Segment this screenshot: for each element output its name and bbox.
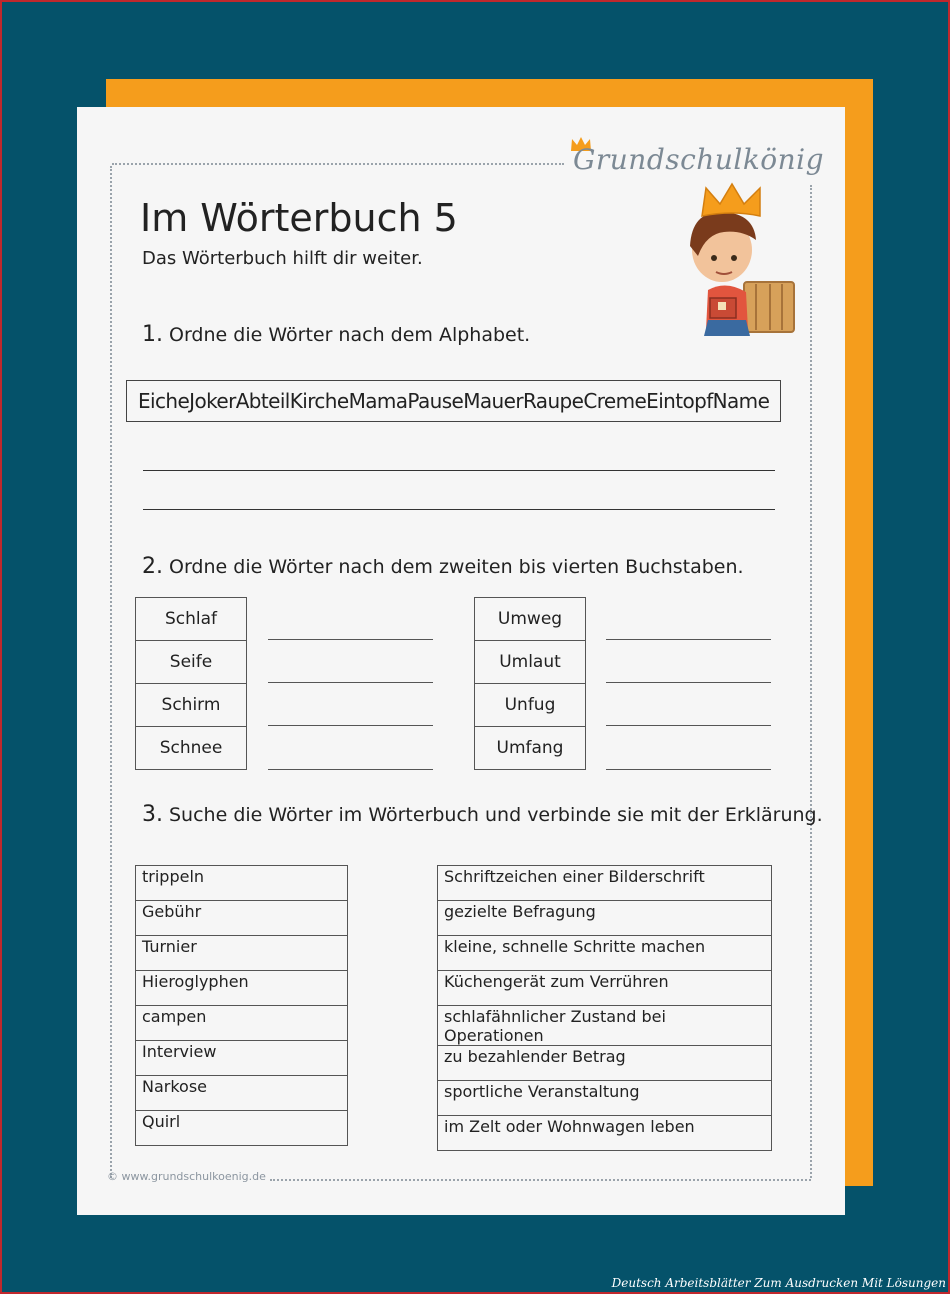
dotted-border-top	[112, 163, 564, 165]
task3-definition-cell[interactable]: im Zelt oder Wohnwagen leben	[438, 1116, 772, 1151]
task2-left-answer-line-1[interactable]	[268, 639, 433, 640]
task2-word-cell: Schirm	[136, 684, 247, 727]
image-caption: Deutsch Arbeitsblätter Zum Ausdrucken Mit Lösungen	[611, 1276, 946, 1290]
task3-word-cell[interactable]: Quirl	[136, 1111, 348, 1146]
task2-right-answer-line-1[interactable]	[606, 639, 771, 640]
task1-answer-line-1[interactable]	[143, 470, 775, 471]
task2-right-answer-line-3[interactable]	[606, 725, 771, 726]
task2-number: 2.	[142, 554, 163, 579]
task3-word-cell[interactable]: Turnier	[136, 936, 348, 971]
task1-word-box: EicheJokerAbteilKircheMamaPauseMauerRaupeCremeEintopfName	[126, 380, 781, 422]
task2-word-table-left	[135, 597, 247, 770]
task3-definition-cell[interactable]: Schriftzeichen einer Bilderschrift	[438, 866, 772, 901]
task2-heading	[142, 554, 744, 579]
task3-definition-table	[437, 865, 772, 1151]
worksheet-subtitle: Das Wörterbuch hilft dir weiter.	[142, 248, 423, 269]
task3-word-cell[interactable]: campen	[136, 1006, 348, 1041]
task1-number: 1.	[142, 322, 163, 347]
task2-word-cell: Unfug	[475, 684, 586, 727]
task1-answer-line-2[interactable]	[143, 509, 775, 510]
dotted-border-right	[810, 185, 812, 1178]
task2-left-answer-line-3[interactable]	[268, 725, 433, 726]
task3-word-cell[interactable]: Hieroglyphen	[136, 971, 348, 1006]
task3-word-cell[interactable]: Narkose	[136, 1076, 348, 1111]
task3-word-cell[interactable]: Interview	[136, 1041, 348, 1076]
task2-word-cell: Umweg	[475, 598, 586, 641]
task3-definition-cell[interactable]: Küchengerät zum Verrühren	[438, 971, 772, 1006]
task1-instruction: Ordne die Wörter nach dem Alphabet.	[169, 324, 531, 346]
dotted-border-bottom	[270, 1179, 811, 1181]
task2-word-cell: Umlaut	[475, 641, 586, 684]
task3-instruction: Suche die Wörter im Wörterbuch und verbinde sie mit der Erklärung.	[169, 804, 823, 826]
brand-logo: Grundschulkönig	[573, 143, 825, 176]
task2-word-cell: Seife	[136, 641, 247, 684]
footer-website: © www.grundschulkoenig.de	[107, 1170, 266, 1183]
task3-definition-cell[interactable]: kleine, schnelle Schritte machen	[438, 936, 772, 971]
task2-left-answer-line-2[interactable]	[268, 682, 433, 683]
worksheet-title: Im Wörterbuch 5	[140, 196, 458, 240]
task2-word-cell: Schnee	[136, 727, 247, 770]
task2-instruction: Ordne die Wörter nach dem zweiten bis vierten Buchstaben.	[169, 556, 744, 578]
task3-word-cell[interactable]: Gebühr	[136, 901, 348, 936]
task3-definition-cell[interactable]: sportliche Veranstaltung	[438, 1081, 772, 1116]
dotted-border-left	[110, 166, 112, 1178]
task1-heading	[142, 322, 530, 347]
task2-word-cell: Umfang	[475, 727, 586, 770]
task2-word-cell: Schlaf	[136, 598, 247, 641]
task3-word-table	[135, 865, 348, 1146]
task3-definition-cell[interactable]: zu bezahlender Betrag	[438, 1046, 772, 1081]
task3-definition-cell[interactable]: schlafähnlicher Zustand bei Operationen	[438, 1006, 772, 1046]
task3-number: 3.	[142, 802, 163, 827]
task2-left-answer-line-4[interactable]	[268, 769, 433, 770]
task3-definition-cell[interactable]: gezielte Befragung	[438, 901, 772, 936]
task2-word-table-right	[474, 597, 586, 770]
task2-right-answer-line-4[interactable]	[606, 769, 771, 770]
task3-word-cell[interactable]: trippeln	[136, 866, 348, 901]
task3-heading	[142, 802, 823, 827]
task2-right-answer-line-2[interactable]	[606, 682, 771, 683]
king-boy-reading-illustration	[686, 180, 800, 340]
